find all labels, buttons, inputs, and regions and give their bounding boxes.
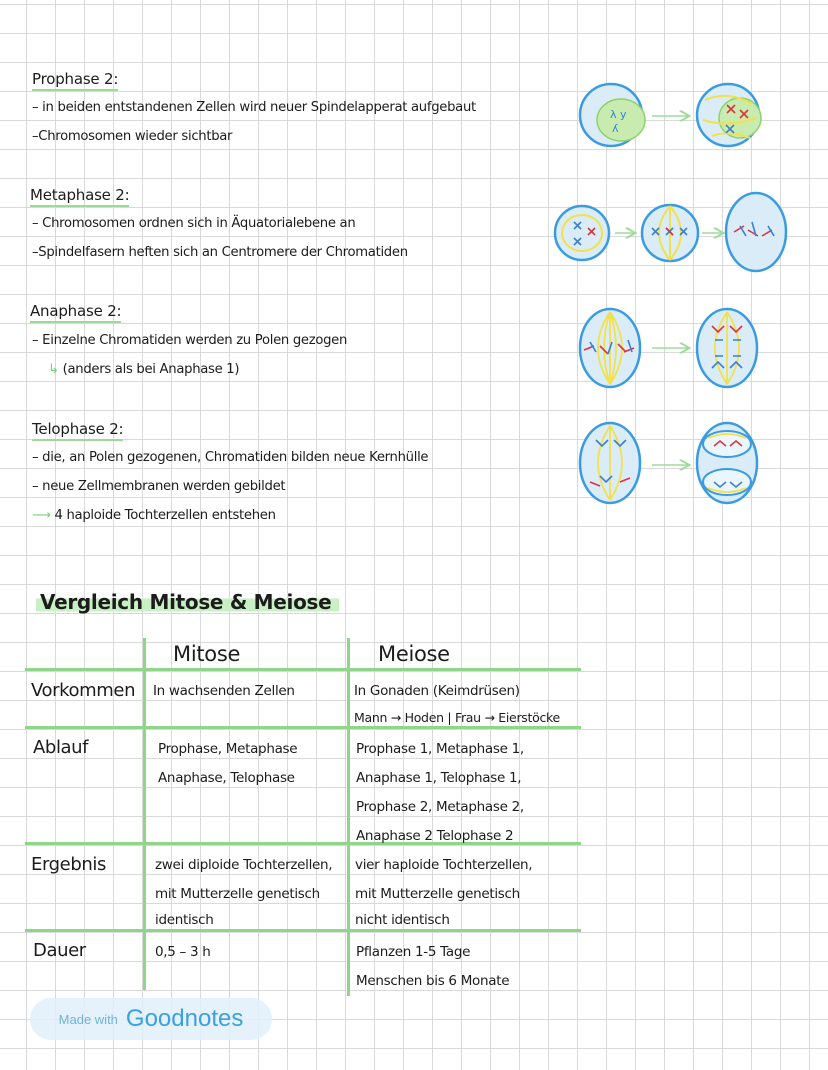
cell-line: mit Mutterzelle genetisch xyxy=(355,886,520,902)
telophase-cell-1 xyxy=(580,423,640,503)
row-label-vorkommen: Vorkommen xyxy=(31,680,136,701)
metaphase-cell-2 xyxy=(642,205,698,261)
anaphase-cell-2 xyxy=(697,309,757,387)
cell-line: Anaphase 2 Telophase 2 xyxy=(356,828,514,844)
header-mitose: Mitose xyxy=(173,642,241,666)
cell-line: Mann → Hoden | Frau → Eierstöcke xyxy=(354,710,560,725)
svg-text:λ y: λ y xyxy=(610,108,627,121)
cell-line: Menschen bis 6 Monate xyxy=(356,973,510,989)
metaphase-line-1: – Chromosomen ordnen sich in Äquatorialebene an xyxy=(32,216,356,231)
anaphase-line-2-text: (anders als bei Anaphase 1) xyxy=(62,362,240,377)
metaphase-heading: Metaphase 2: xyxy=(30,186,129,207)
telophase-line-1: – die, an Polen gezogenen, Chromatiden bilden neue Kernhülle xyxy=(32,450,429,465)
anaphase-cell-1 xyxy=(580,309,640,387)
telophase-heading: Telophase 2: xyxy=(32,420,123,441)
cell-ergebnis-mitose xyxy=(155,851,332,931)
cell-line: In Gonaden (Keimdrüsen) xyxy=(354,683,520,699)
telophase-cell-2 xyxy=(697,423,757,503)
table-divider xyxy=(347,638,350,996)
made-with-goodnotes-badge[interactable] xyxy=(30,998,272,1040)
cell-line: identisch xyxy=(155,912,214,928)
metaphase-cell-1 xyxy=(555,206,609,260)
cell-vorkommen-meiose xyxy=(354,677,560,730)
table-divider xyxy=(143,638,146,990)
table-divider xyxy=(25,668,581,671)
right-arrow-icon: ⟶ xyxy=(32,508,51,523)
row-label-ablauf: Ablauf xyxy=(33,737,89,758)
telophase-line-3-text: 4 haploide Tochterzellen entstehen xyxy=(54,508,276,523)
prophase-line-2: –Chromosomen wieder sichtbar xyxy=(32,129,233,144)
cell-vorkommen-mitose xyxy=(153,677,295,706)
cell-line: Prophase, Metaphase xyxy=(158,741,298,757)
badge-small-text: Made with xyxy=(58,1011,118,1027)
telophase-line-2: – neue Zellmembranen werden gebildet xyxy=(32,479,286,494)
cell-dauer-mitose xyxy=(155,938,211,967)
prophase-cell-1 xyxy=(580,84,645,146)
cell-ergebnis-meiose xyxy=(355,851,532,931)
row-label-dauer: Dauer xyxy=(33,940,86,961)
prophase-line-1: – in beiden entstandenen Zellen wird neuer Spindelapperat aufgebaut xyxy=(32,100,476,115)
cell-ablauf-mitose xyxy=(158,735,297,793)
header-meiose: Meiose xyxy=(378,642,450,666)
prophase-cell-2 xyxy=(697,84,761,146)
cell-line: In wachsenden Zellen xyxy=(153,683,295,699)
anaphase-heading: Anaphase 2: xyxy=(30,302,121,323)
cell-line: Prophase 1, Metaphase 1, xyxy=(356,741,524,757)
badge-brand-text: Goodnotes xyxy=(125,1005,244,1032)
cell-ablauf-meiose xyxy=(356,735,524,851)
return-arrow-icon: ↳ xyxy=(48,362,59,377)
cell-line: Anaphase 1, Telophase 1, xyxy=(356,770,522,786)
svg-text:ʎ: ʎ xyxy=(612,122,619,135)
cell-dauer-meiose xyxy=(356,938,509,996)
cell-line: Pflanzen 1-5 Tage xyxy=(356,944,471,960)
prophase-heading: Prophase 2: xyxy=(32,70,118,91)
anaphase-line-1: – Einzelne Chromatiden werden zu Polen gezogen xyxy=(32,333,348,348)
cell-line: mit Mutterzelle genetisch xyxy=(155,886,320,902)
comparison-title: Vergleich Mitose & Meiose xyxy=(36,590,339,614)
cell-line: Anaphase, Telophase xyxy=(158,770,295,786)
cell-line: vier haploide Tochterzellen, xyxy=(355,857,533,873)
cell-line: Prophase 2, Metaphase 2, xyxy=(356,799,524,815)
row-label-ergebnis: Ergebnis xyxy=(31,854,106,875)
cell-line: nicht identisch xyxy=(355,912,450,928)
cell-line: zwei diploide Tochterzellen, xyxy=(155,857,333,873)
cell-line: 0,5 – 3 h xyxy=(155,944,211,960)
metaphase-cell-3 xyxy=(726,193,786,271)
metaphase-line-2: –Spindelfasern heften sich an Centromere der Chromatiden xyxy=(32,245,408,260)
